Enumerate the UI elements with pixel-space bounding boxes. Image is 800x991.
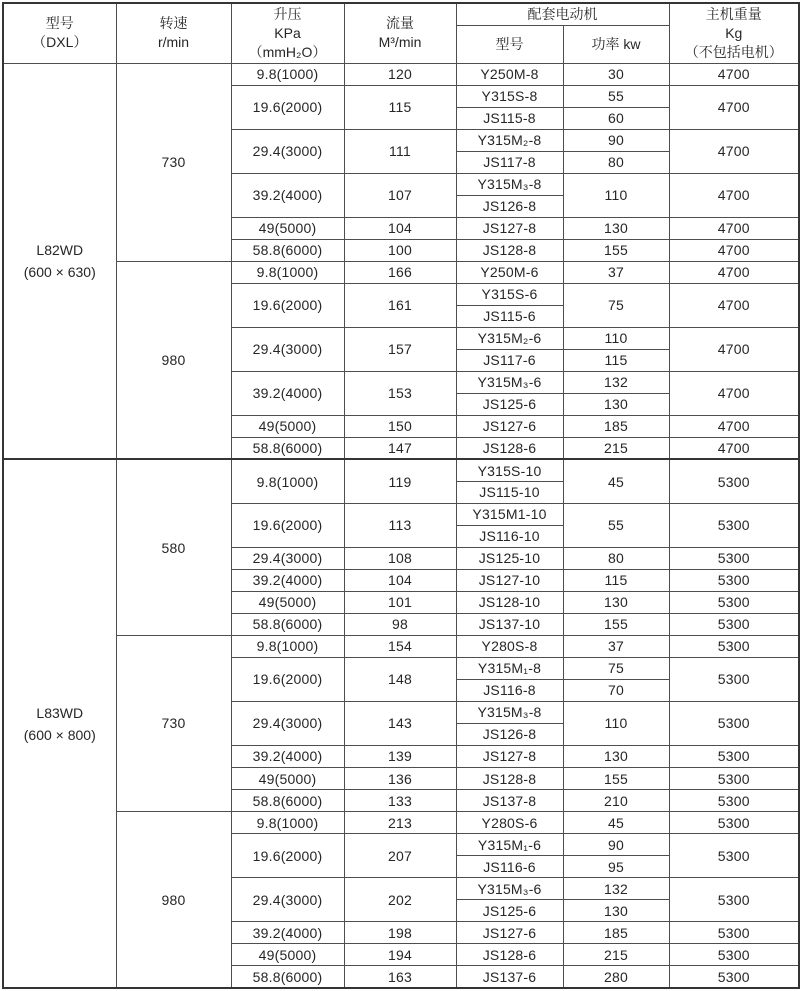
power-cell: 60 [563, 107, 669, 129]
flow-cell: 104 [344, 569, 456, 591]
pressure-cell: 58.8(6000) [231, 790, 344, 812]
motor-model-cell: JS127-10 [456, 569, 563, 591]
model-name: L82WD [36, 241, 84, 258]
header-weight-line2: Kg [725, 24, 743, 41]
header-speed-line2: r/min [157, 34, 190, 51]
power-cell: 155 [563, 768, 669, 790]
header-model-line2: （DXL） [32, 34, 88, 51]
power-cell: 110 [563, 701, 669, 745]
motor-model-cell: JS128-8 [456, 239, 563, 261]
flow-cell: 154 [344, 635, 456, 657]
motor-model-cell: Y315M₁-8 [456, 657, 563, 679]
motor-model-cell: JS116-10 [456, 525, 563, 547]
pressure-cell: 19.6(2000) [231, 503, 344, 547]
pressure-cell: 39.2(4000) [231, 569, 344, 591]
weight-cell: 5300 [669, 966, 799, 988]
power-cell: 130 [563, 745, 669, 767]
flow-cell: 136 [344, 768, 456, 790]
motor-model-cell: Y315S-6 [456, 283, 563, 305]
power-cell: 80 [563, 547, 669, 569]
flow-cell: 161 [344, 283, 456, 327]
motor-model-cell: Y315M₃-8 [456, 701, 563, 723]
motor-model-cell: Y315M1-10 [456, 503, 563, 525]
table-header [3, 3, 799, 63]
pressure-cell: 19.6(2000) [231, 834, 344, 878]
motor-model-cell: JS128-6 [456, 944, 563, 966]
pressure-cell: 39.2(4000) [231, 371, 344, 415]
weight-cell: 5300 [669, 745, 799, 767]
flow-cell: 119 [344, 459, 456, 503]
weight-cell: 5300 [669, 878, 799, 922]
table-body [3, 63, 799, 988]
motor-model-cell: Y315S-10 [456, 459, 563, 481]
pressure-cell: 49(5000) [231, 768, 344, 790]
power-cell: 155 [563, 613, 669, 635]
power-cell: 130 [563, 393, 669, 415]
header-weight-line1: 主机重量 [705, 5, 762, 22]
motor-model-cell: Y250M-6 [456, 261, 563, 283]
power-cell: 115 [563, 349, 669, 371]
model-cell [3, 459, 116, 988]
header-flow-line2: M³/min [378, 34, 422, 51]
power-cell: 55 [563, 85, 669, 107]
weight-cell: 5300 [669, 657, 799, 701]
weight-cell: 5300 [669, 459, 799, 503]
motor-model-cell: JS125-6 [456, 393, 563, 415]
model-size: (600 × 630) [23, 263, 96, 280]
flow-cell: 194 [344, 944, 456, 966]
pressure-cell: 58.8(6000) [231, 239, 344, 261]
motor-model-cell: JS115-10 [456, 481, 563, 503]
motor-model-cell: JS127-8 [456, 217, 563, 239]
motor-model-cell: JS116-8 [456, 679, 563, 701]
motor-model-cell: JS126-8 [456, 723, 563, 745]
power-cell: 45 [563, 459, 669, 503]
motor-model-cell: JS137-10 [456, 613, 563, 635]
pressure-cell: 9.8(1000) [231, 635, 344, 657]
pressure-cell: 58.8(6000) [231, 437, 344, 459]
motor-model-cell: Y315M₃-6 [456, 371, 563, 393]
pressure-cell: 58.8(6000) [231, 613, 344, 635]
pressure-cell: 19.6(2000) [231, 657, 344, 701]
weight-cell: 5300 [669, 922, 799, 944]
pressure-cell: 9.8(1000) [231, 261, 344, 283]
speed-cell: 730 [116, 63, 231, 261]
header-speed [116, 3, 231, 63]
motor-model-cell: Y315M₃-8 [456, 173, 563, 195]
weight-cell: 5300 [669, 503, 799, 547]
power-cell: 45 [563, 812, 669, 834]
flow-cell: 150 [344, 415, 456, 437]
power-cell: 55 [563, 503, 669, 547]
power-cell: 132 [563, 371, 669, 393]
pressure-cell: 58.8(6000) [231, 966, 344, 988]
power-cell: 215 [563, 944, 669, 966]
motor-model-cell: Y315M₂-8 [456, 129, 563, 151]
weight-cell: 4700 [669, 173, 799, 217]
flow-cell: 213 [344, 812, 456, 834]
weight-cell: 5300 [669, 701, 799, 745]
motor-model-cell: Y315M₁-6 [456, 834, 563, 856]
motor-model-cell: JS115-8 [456, 107, 563, 129]
power-cell: 155 [563, 239, 669, 261]
motor-model-cell: Y315S-8 [456, 85, 563, 107]
header-row-top [3, 3, 799, 25]
weight-cell: 5300 [669, 812, 799, 834]
weight-cell: 5300 [669, 944, 799, 966]
power-cell: 110 [563, 327, 669, 349]
pressure-cell: 49(5000) [231, 217, 344, 239]
flow-cell: 108 [344, 547, 456, 569]
flow-cell: 120 [344, 63, 456, 85]
flow-cell: 166 [344, 261, 456, 283]
header-flow-line1: 流量 [386, 15, 414, 32]
weight-cell: 5300 [669, 635, 799, 657]
pressure-cell: 39.2(4000) [231, 922, 344, 944]
flow-cell: 207 [344, 834, 456, 878]
power-cell: 90 [563, 129, 669, 151]
weight-cell: 4700 [669, 437, 799, 459]
flow-cell: 198 [344, 922, 456, 944]
motor-model-cell: JS127-8 [456, 745, 563, 767]
blower-spec-table [2, 2, 800, 989]
motor-model-cell: JS126-8 [456, 195, 563, 217]
model-size: (600 × 800) [23, 726, 96, 743]
table-row [3, 812, 799, 834]
weight-cell: 4700 [669, 239, 799, 261]
motor-model-cell: JS128-8 [456, 768, 563, 790]
motor-model-cell: JS127-6 [456, 415, 563, 437]
weight-cell: 5300 [669, 768, 799, 790]
weight-cell: 5300 [669, 591, 799, 613]
motor-model-cell: Y280S-6 [456, 812, 563, 834]
pressure-cell: 29.4(3000) [231, 547, 344, 569]
header-pressure-line2: KPa [274, 24, 301, 41]
model-name: L83WD [36, 704, 84, 721]
header-motor-power: 功率 kw [563, 25, 669, 63]
flow-cell: 163 [344, 966, 456, 988]
pressure-cell: 9.8(1000) [231, 63, 344, 85]
power-cell: 132 [563, 878, 669, 900]
weight-cell: 5300 [669, 613, 799, 635]
flow-cell: 107 [344, 173, 456, 217]
motor-model-cell: JS128-6 [456, 437, 563, 459]
power-cell: 30 [563, 63, 669, 85]
motor-model-cell: JS115-6 [456, 305, 563, 327]
pressure-cell: 39.2(4000) [231, 745, 344, 767]
weight-cell: 4700 [669, 85, 799, 129]
header-weight-line3: （不包括电机） [684, 43, 783, 60]
flow-cell: 104 [344, 217, 456, 239]
power-cell: 110 [563, 173, 669, 217]
power-cell: 37 [563, 635, 669, 657]
motor-model-cell: Y315M₂-6 [456, 327, 563, 349]
motor-model-cell: JS116-6 [456, 856, 563, 878]
flow-cell: 113 [344, 503, 456, 547]
flow-cell: 143 [344, 701, 456, 745]
motor-model-cell: Y250M-8 [456, 63, 563, 85]
header-flow [344, 3, 456, 63]
pressure-cell: 9.8(1000) [231, 459, 344, 503]
header-weight [669, 3, 799, 63]
flow-cell: 139 [344, 745, 456, 767]
motor-model-cell: JS137-6 [456, 966, 563, 988]
table-row [3, 63, 799, 85]
motor-model-cell: JS117-6 [456, 349, 563, 371]
speed-cell: 980 [116, 812, 231, 988]
header-pressure [231, 3, 344, 63]
flow-cell: 147 [344, 437, 456, 459]
weight-cell: 4700 [669, 261, 799, 283]
power-cell: 130 [563, 217, 669, 239]
motor-model-cell: JS128-10 [456, 591, 563, 613]
flow-cell: 148 [344, 657, 456, 701]
speed-cell: 580 [116, 459, 231, 635]
power-cell: 70 [563, 679, 669, 701]
power-cell: 115 [563, 569, 669, 591]
pressure-cell: 29.4(3000) [231, 701, 344, 745]
power-cell: 185 [563, 415, 669, 437]
power-cell: 215 [563, 437, 669, 459]
header-motor-model: 型号 [456, 25, 563, 63]
motor-model-cell: JS125-6 [456, 900, 563, 922]
power-cell: 130 [563, 900, 669, 922]
power-cell: 90 [563, 834, 669, 856]
weight-cell: 5300 [669, 834, 799, 878]
weight-cell: 5300 [669, 569, 799, 591]
motor-model-cell: JS117-8 [456, 151, 563, 173]
pressure-cell: 29.4(3000) [231, 878, 344, 922]
power-cell: 75 [563, 657, 669, 679]
flow-cell: 101 [344, 591, 456, 613]
motor-model-cell: Y280S-8 [456, 635, 563, 657]
speed-cell: 730 [116, 635, 231, 811]
weight-cell: 4700 [669, 129, 799, 173]
motor-model-cell: JS137-8 [456, 790, 563, 812]
weight-cell: 4700 [669, 283, 799, 327]
motor-model-cell: JS125-10 [456, 547, 563, 569]
pressure-cell: 9.8(1000) [231, 812, 344, 834]
header-model [3, 3, 116, 63]
header-motor-group: 配套电动机 [456, 3, 669, 25]
speed-cell: 980 [116, 261, 231, 459]
power-cell: 130 [563, 591, 669, 613]
pressure-cell: 49(5000) [231, 944, 344, 966]
power-cell: 185 [563, 922, 669, 944]
motor-model-cell: Y315M₃-6 [456, 878, 563, 900]
weight-cell: 5300 [669, 790, 799, 812]
weight-cell: 4700 [669, 63, 799, 85]
flow-cell: 202 [344, 878, 456, 922]
pressure-cell: 49(5000) [231, 415, 344, 437]
header-pressure-line1: 升压 [273, 5, 302, 22]
header-model-line1: 型号 [45, 15, 74, 32]
pressure-cell: 29.4(3000) [231, 129, 344, 173]
power-cell: 80 [563, 151, 669, 173]
pressure-cell: 19.6(2000) [231, 85, 344, 129]
pressure-cell: 29.4(3000) [231, 327, 344, 371]
flow-cell: 115 [344, 85, 456, 129]
weight-cell: 4700 [669, 217, 799, 239]
pressure-cell: 49(5000) [231, 591, 344, 613]
weight-cell: 4700 [669, 327, 799, 371]
motor-model-cell: JS127-6 [456, 922, 563, 944]
flow-cell: 98 [344, 613, 456, 635]
flow-cell: 157 [344, 327, 456, 371]
table-row [3, 261, 799, 283]
flow-cell: 111 [344, 129, 456, 173]
power-cell: 37 [563, 261, 669, 283]
flow-cell: 100 [344, 239, 456, 261]
power-cell: 280 [563, 966, 669, 988]
model-cell [3, 63, 116, 459]
flow-cell: 133 [344, 790, 456, 812]
power-cell: 95 [563, 856, 669, 878]
weight-cell: 4700 [669, 415, 799, 437]
table-row [3, 459, 799, 481]
weight-cell: 5300 [669, 547, 799, 569]
power-cell: 75 [563, 283, 669, 327]
weight-cell: 4700 [669, 371, 799, 415]
header-speed-line1: 转速 [159, 15, 188, 32]
pressure-cell: 39.2(4000) [231, 173, 344, 217]
table-row [3, 635, 799, 657]
header-pressure-line3: （mmH₂O） [248, 43, 327, 60]
flow-cell: 153 [344, 371, 456, 415]
pressure-cell: 19.6(2000) [231, 283, 344, 327]
power-cell: 210 [563, 790, 669, 812]
